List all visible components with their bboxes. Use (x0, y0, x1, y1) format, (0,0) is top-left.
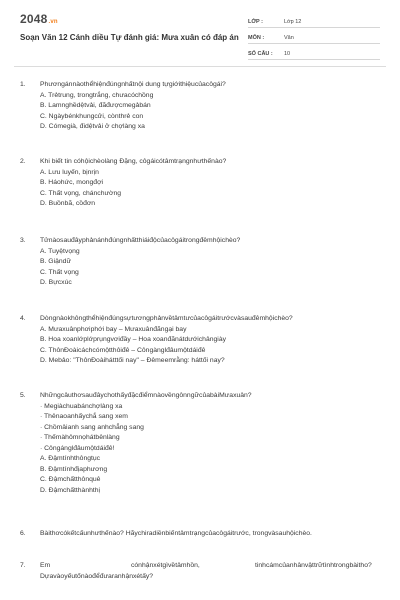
question-number: 2. (20, 158, 26, 165)
answer-option: D. Buồnbã, cồđơn (40, 200, 96, 207)
question-text-part: Em (40, 562, 51, 569)
meta-row-class (248, 12, 380, 28)
logo-text: 2048 (20, 12, 48, 26)
question-text-line: Dựavàoyếutốnàođểđưaranhậnxétấy? (40, 572, 154, 580)
meta-label: LỚP : (248, 19, 263, 25)
answer-option: D. Mebảo: "ThônĐoàihátttối nay" – Đêmeemrằng: háttối nay? (40, 357, 225, 364)
site-logo[interactable] (20, 12, 58, 26)
meta-label: MÔN : (248, 35, 265, 41)
answer-option: C. ThônĐoàicáchcómộtthôiđê – Côngànglđâumộtdáiđê (40, 346, 206, 354)
answer-option: B. Háohức, mongđợi (40, 179, 104, 186)
question-text-line (40, 561, 385, 572)
answer-option: B. Lamnghềdệtvải, đãđượcmegảbán (40, 102, 151, 109)
question-number: 6. (20, 530, 26, 537)
poem-line: · Megiàchuabánchợlàng xa (40, 402, 123, 410)
question-text: NhữngcâuthơsauđâychothấyđặcđiểmnàovềngônngữcủabàiMưaxuân? (40, 392, 252, 399)
question-text-part: cónhậnxétgìvềtâmhồn, (131, 562, 200, 569)
answer-option: D. Bựcxúc (40, 279, 72, 286)
answer-option: A. Lưu luyến, bịnrịn (40, 168, 99, 176)
answer-option: C. Thất vọng, chánchường (40, 189, 122, 197)
question-number: 5. (20, 392, 26, 399)
meta-label: SỐ CÂU : (248, 51, 273, 57)
answer-option: B. Giậndữ (40, 258, 71, 265)
poem-line: · Chồmâianh sang anhchẳng sang (40, 423, 144, 431)
document-title: Soạn Văn 12 Cánh diều Tự đánh giá: Mưa xuân có đáp án (20, 33, 239, 42)
answer-option: B. Hoa xoanlớplớprụngvơiđầy – Hoa xoanđãnátdướichângiày (40, 336, 226, 343)
document-meta-table (248, 12, 380, 60)
question-text: Khi biết tin cóhộichèolàng Đặng, côgáicótâmtrạngnhưthếnào? (40, 158, 227, 165)
meta-row-count (248, 44, 380, 60)
question-text: Dòngnàokhôngthểhiệnđúngsựtươngphảnvềtâmtưcủacôgáitrướcvàsauđêmhộichèo? (40, 315, 293, 322)
poem-line: · Thênaoanhấychắ sang xem (40, 413, 128, 420)
meta-value: Lớp 12 (284, 19, 302, 25)
logo-suffix: .vn (48, 19, 58, 25)
answer-option: A. Mưaxuânphơiphới bay – Mưaxuânđãngại bay (40, 325, 187, 333)
question-text: Phươngánnàothểhiệnđúngnhấtnội dung tựgiớithiệucủacôgái? (40, 81, 226, 88)
answer-option: B. Đậmtínhđịaphương (40, 465, 108, 473)
answer-option: D. Đậmchấtthànhthị (40, 486, 101, 494)
answer-option: A. Tuyệtvọng (40, 247, 80, 255)
question-number: 4. (20, 315, 26, 322)
answer-option: C. Đậmchấtthônquê (40, 476, 101, 483)
question-number: 1. (20, 81, 26, 88)
answer-option: A. Trẻtrung, trongtrắng, chưacóchồng (40, 91, 154, 99)
meta-value: Văn (284, 35, 294, 41)
answer-option: A. Đậmtínhthôngtục (40, 455, 101, 462)
answer-option: C. Ngàybénkhungcửi, cònthrẻ con (40, 112, 144, 120)
question-number: 7. (20, 562, 26, 569)
question-text: Bàithơcókếtcấunhưthếnào? Hãychiradiềnbiếntâmtrạngcủacôgáitrước, trongvàsauhộichèo. (40, 530, 312, 537)
poem-line: · Côngánglđâumộtdáiđê! (40, 444, 115, 452)
header-divider (14, 66, 386, 67)
answer-option: D. Cómegià, đidệtvải ở chợlàng xa (40, 123, 145, 130)
answer-option: C. Thất vọng (40, 268, 79, 276)
meta-value: 10 (284, 51, 291, 57)
question-text: Tửnàosauđâyphảnánhđúngnhấtthiáiđộcủacôgáitrongđêmhộichèo? (40, 237, 241, 244)
question-text-part: tinhcámcủanhânvậttrữtìnhtrongbàitho? (255, 562, 372, 569)
question-number: 3. (20, 237, 26, 244)
meta-row-subject (248, 28, 380, 44)
poem-line: · Thếmàhômnọhátbênlàng (40, 434, 120, 441)
